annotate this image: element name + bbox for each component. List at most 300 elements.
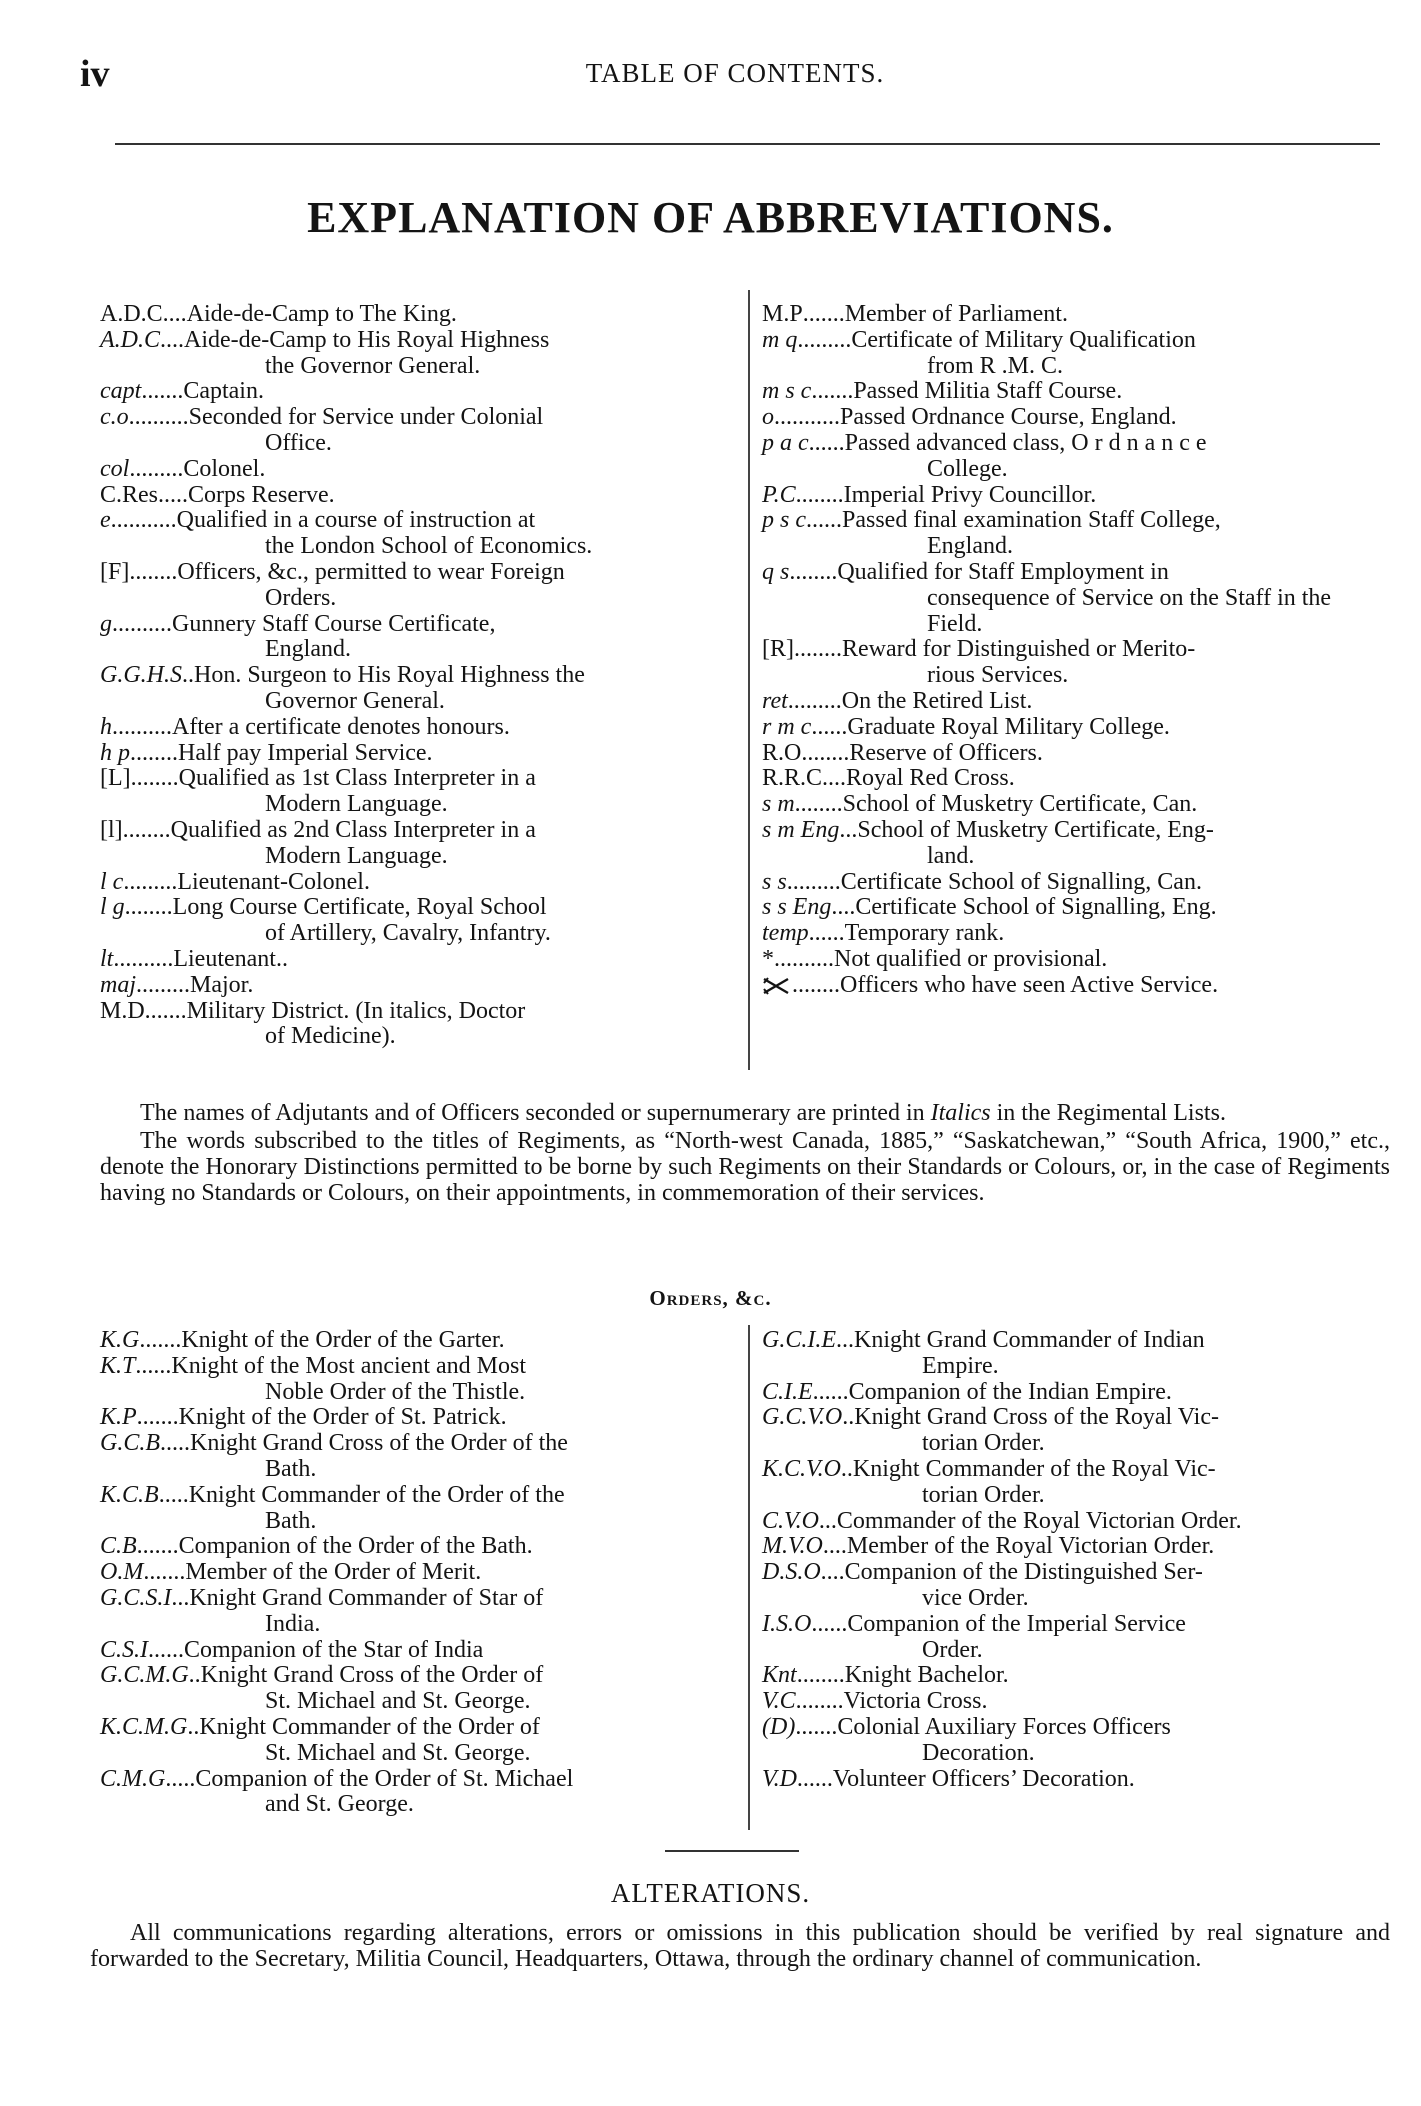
abbreviation-entry [100,1767,732,1819]
leader-dots: .......... [774,946,834,972]
abbreviation-term: col [100,455,130,482]
definition-continuation: land. [927,842,975,869]
definition-continuation: Bath. [265,1507,317,1534]
abbreviation-definition: After a certificate denotes honours. [172,713,510,740]
abbreviation-entry [762,1689,1390,1715]
leader-dots: ........ [122,817,171,843]
abbreviation-entry [100,328,732,380]
abbreviation-definition: Commander of the Royal Victorian Order. [836,1507,1242,1534]
abbreviation-entry [100,1354,732,1406]
abbreviation-entry [100,895,732,947]
abbreviation-term: G.G.H.S [100,662,182,689]
abbreviation-definition: Passed Militia Staff Course. [853,378,1123,405]
abbreviation-definition: Companion of the Star of India [184,1636,484,1663]
leader-dots: ..... [160,1431,190,1457]
abbreviation-definition: Seconded for Service under Colonial [188,404,544,431]
leader-dots: ........ [130,740,178,766]
abbreviation-entry [762,1534,1390,1560]
abbreviation-definition: Passed final examination Staff College, [842,507,1221,534]
abbreviation-entry [762,302,1390,328]
column-divider [748,1325,750,1830]
leader-dots: ....... [802,302,845,327]
abbreviation-entry [762,405,1390,431]
leader-dots: ........ [794,792,843,818]
abbreviation-entry [762,792,1390,818]
note-paragraph-distinctions: The words subscribed to the titles of Regiments, as “North-west Canada, 1885,” “Saskatchewan,” “South Africa, 1900,” etc., denote the Honorary Distinctions permitted to be borne by such Regiments on their Standards or Colours, or, in the case of Regiments having no Standards or Colours, on their appointments, in commemoration of their services. [100,1128,1390,1206]
abbreviation-entry [100,947,732,973]
abbreviation-entry [762,1715,1390,1767]
abbreviation-definition: Colonial Auxiliary Forces Officers [837,1713,1171,1740]
abbreviation-definition: Hon. Surgeon to His Royal Highness the [194,662,585,689]
abbreviation-term: C.V.O [762,1507,819,1534]
abbreviation-term: C.M.G [100,1765,166,1792]
definition-continuation: College. [927,455,1008,482]
abbreviation-entry [762,947,1390,973]
abbreviation-entry [100,766,732,818]
abbreviation-definition: Knight Bachelor. [844,1662,1009,1689]
leader-dots: ........ [795,482,844,508]
abbreviation-entry [100,999,732,1051]
leader-dots: .... [160,327,184,353]
abbreviation-definition: Passed advanced class, O r d n a n c e [844,429,1207,456]
abbreviation-definition: Reward for Distinguished or Merito- [842,636,1196,663]
leader-dots: ........ [801,740,850,766]
definition-continuation: Modern Language. [265,791,448,818]
abbreviation-entry [100,1483,732,1535]
abbreviation-entry [100,1560,732,1586]
leader-dots: ....... [811,379,854,405]
abbreviation-definition: Long Course Certificate, Royal School [172,894,547,921]
leader-dots: ......... [797,327,852,353]
leader-dots: .... [822,1534,847,1560]
abbreviation-term: M.D [100,997,145,1024]
abbreviation-entry [100,1534,732,1560]
abbreviation-entry [762,1457,1390,1509]
abbreviation-entry [762,560,1390,637]
alterations-text: All communications regarding alterations, errors or omissions in this publication should be verified by real signature and forwarded to the Secretary, Militia Council, Headquarters, Ottawa, through the ordinary channel of communication. [90,1920,1390,1972]
abbreviation-term: [L] [100,765,131,792]
abbreviation-term: s s [762,868,787,895]
abbreviation-entry [100,1638,732,1664]
abbreviation-definition: Aide-de-Camp to His Royal Highness [184,326,550,353]
abbreviation-term: A.D.C [100,326,160,353]
abbreviation-term: K.C.V.O [762,1455,841,1482]
abbreviation-term: G.C.M.G [100,1662,189,1689]
abbreviation-term: K.P [100,1404,137,1431]
abbreviation-term: * [762,945,774,972]
abbreviation-entry [100,870,732,896]
definition-continuation: the London School of Economics. [265,533,593,560]
abbreviation-entry [100,1431,732,1483]
abbreviation-entry [762,715,1390,741]
leader-dots: ........ [129,559,178,585]
abbreviation-term: [F] [100,558,130,585]
definition-continuation: Order. [922,1636,983,1663]
leader-dots: ..... [158,1482,189,1508]
leader-dots: ....... [144,998,187,1024]
abbreviation-term: Knt [762,1662,797,1689]
abbreviation-definition: Companion of the Order of the Bath. [178,1533,533,1560]
abbreviation-entry [100,741,732,767]
leader-dots: ....... [795,1714,838,1740]
leader-dots: .......... [112,611,172,637]
abbreviation-definition: Member of the Order of Merit. [185,1559,482,1586]
leader-dots: ........ [792,972,840,998]
leader-dots: .. [182,663,194,689]
abbreviation-term: s m [762,791,795,818]
abbreviation-term: l g [100,894,125,921]
leader-dots: .. [842,1405,855,1431]
note-paragraph-italics: The names of Adjutants and of Officers seconded or supernumerary are printed in Italics in the Regimental Lists. [140,1100,1226,1126]
abbreviation-entry [762,870,1390,896]
abbreviation-entry [762,973,1390,999]
abbreviation-entry [762,1560,1390,1612]
abbreviation-entry [762,637,1390,689]
abbreviation-definition: School of Musketry Certificate, Can. [842,791,1198,818]
header-rule [115,143,1380,145]
abbreviation-definition: Knight Grand Cross of the Royal Vic- [854,1404,1219,1431]
abbreviation-term: C.S.I [100,1636,148,1663]
abbreviation-entry [762,1405,1390,1457]
abbreviation-entry [762,379,1390,405]
abbreviation-definition: Captain. [183,378,264,405]
leader-dots: ...... [806,508,842,534]
leader-dots: ..... [165,1766,196,1792]
abbreviation-term: s s Eng [762,894,832,921]
abbreviation-definition: Member of Parliament. [844,301,1068,327]
leader-dots: ... [171,1585,190,1611]
abbreviation-definition: Knight of the Order of the Garter. [181,1327,505,1353]
abbreviation-definition: Companion of the Distinguished Ser- [844,1559,1203,1586]
abbreviation-term: M.V.O [762,1533,823,1560]
abbreviation-definition: Knight Grand Commander of Star of [189,1584,544,1611]
abbreviation-term: K.T [100,1352,136,1379]
abbreviation-definition: Volunteer Officers’ Decoration. [832,1765,1135,1792]
abbreviation-entry [762,818,1390,870]
abbreviation-term: O.M [100,1559,144,1586]
section-rule [665,1850,799,1852]
definition-continuation: torian Order. [922,1481,1045,1508]
abbreviation-entry [100,379,732,405]
leader-dots: ........ [130,766,179,792]
abbreviation-term: l c [100,868,124,895]
leader-dots: ..... [158,482,189,508]
abbreviation-term: G.C.I.E [762,1327,836,1353]
abbreviation-entry [762,483,1390,509]
abbreviation-definition: Aide-de-Camp to The King. [186,301,457,327]
abbreviation-term: [R] [762,636,794,663]
abbreviation-term: K.G [100,1327,140,1353]
leader-dots: ...... [796,1766,833,1792]
orders-right-column [762,1328,1390,1792]
abbreviation-entry [762,1509,1390,1535]
abbreviation-definition: Qualified as 2nd Class Interpreter in a [170,816,536,843]
abbreviation-entry [100,612,732,664]
abbreviation-term: G.C.B [100,1430,160,1457]
definition-continuation: vice Order. [922,1584,1029,1611]
page-title: EXPLANATION OF ABBREVIATIONS. [307,193,1114,242]
abbreviation-definition: Knight of the Most ancient and Most [171,1352,526,1379]
abbreviation-term: p a c [762,429,809,456]
abbreviation-entry [100,457,732,483]
definition-continuation: Office. [265,429,332,456]
abbreviation-entry [100,1405,732,1431]
abbreviation-definition: Qualified as 1st Class Interpreter in a [178,765,536,792]
abbreviation-entry [762,921,1390,947]
definition-continuation: England. [927,533,1013,560]
definition-continuation: Noble Order of the Thistle. [265,1378,526,1405]
abbreviation-definition: Certificate of Military Qualification [851,326,1196,353]
leader-dots: ...... [812,1379,849,1405]
abbreviation-term: h [100,713,112,740]
abbreviation-entry [762,508,1390,560]
abbreviation-entry [762,1663,1390,1689]
leader-dots: ...... [811,1611,848,1637]
abbreviation-definition: School of Musketry Certificate, Eng- [857,816,1214,843]
abbreviation-term: lt [100,945,114,972]
abbreviation-term: o [762,404,774,431]
abbreviation-term: g [100,610,112,637]
abbreviation-definition: Half pay Imperial Service. [178,739,433,766]
definition-continuation: the Governor General. [265,352,481,379]
leader-dots: ...... [148,1637,184,1663]
leader-dots: ........ [789,559,838,585]
abbreviation-term: G.C.V.O [762,1404,843,1431]
abbreviation-term: K.C.M.G [100,1713,188,1740]
abbreviation-entry [762,328,1390,380]
abbreviation-entry [762,1328,1390,1380]
definition-continuation: rious Services. [927,662,1069,689]
definition-continuation: Modern Language. [265,842,448,869]
abbreviation-term: temp [762,920,809,947]
definition-continuation: Bath. [265,1455,317,1482]
leader-dots: ........ [795,1689,844,1715]
abbreviation-term: R.R.C [762,765,823,792]
abbreviation-term: A.D.C [100,301,163,327]
abbreviation-definition: Knight Commander of the Royal Vic- [852,1455,1216,1482]
leader-dots: .......... [113,946,174,972]
leader-dots: ......... [123,869,178,895]
leader-dots: ... [839,817,858,843]
leader-dots: .... [162,302,187,327]
leader-dots: .... [820,1560,845,1586]
abbreviation-entry [762,1612,1390,1664]
leader-dots: .......... [112,714,172,740]
leader-dots: .. [840,1456,853,1482]
abbreviation-term: I.S.O [762,1610,812,1637]
definition-continuation: St. Michael and St. George. [265,1688,531,1715]
abbreviation-entry [762,689,1390,715]
abbreviation-term: (D) [762,1713,796,1740]
abbreviation-term: M.P [762,301,803,327]
abbreviation-term: C.Res [100,481,159,508]
abbreviation-definition: Knight Commander of the Order of [199,1713,540,1740]
abbreviation-term: m q [762,326,798,353]
leader-dots: ...... [808,921,845,947]
abbreviation-term: m s c [762,378,812,405]
abbreviation-entry [100,1663,732,1715]
abbreviation-term: P.C [762,481,796,508]
abbreviation-entry [100,973,732,999]
abbreviation-entry [100,1328,732,1354]
abbreviation-term: D.S.O [762,1559,821,1586]
abbreviation-term: ret [762,687,788,714]
abbreviation-term: e [100,507,111,534]
abbreviation-entry [100,508,732,560]
abbreviation-entry [762,741,1390,767]
abbreviation-definition: Knight of the Order of St. Patrick. [178,1404,507,1431]
abbreviation-definition: Companion of the Indian Empire. [848,1378,1172,1405]
abbreviation-term: G.C.S.I [100,1584,172,1611]
definition-continuation: of Artillery, Cavalry, Infantry. [265,920,551,947]
abbreviation-entry [762,766,1390,792]
definition-continuation: consequence of Service on the Staff in the Field. [927,584,1332,637]
definition-continuation: St. Michael and St. George. [265,1739,531,1766]
leader-dots: ........ [124,895,173,921]
abbreviation-term: capt [100,378,142,405]
abbreviation-entry [100,483,732,509]
abbreviation-definition: Reserve of Officers. [849,739,1043,766]
abbreviation-definition: Passed Ordnance Course, England. [840,404,1177,431]
abbreviation-entry [100,715,732,741]
abbreviation-definition: Lieutenant-Colonel. [177,868,370,895]
abbreviation-definition: Qualified in a course of instruction at [176,507,536,534]
definition-continuation: torian Order. [922,1430,1045,1457]
abbreviation-definition: Knight Commander of the Order of the [188,1481,565,1508]
leader-dots: ........ [794,637,842,663]
leader-dots: ....... [141,379,184,405]
abbreviation-term: [l] [100,816,123,843]
abbreviation-entry [100,818,732,870]
abbreviation-definition: Lieutenant.. [173,945,288,972]
leader-dots: .. [188,1663,201,1689]
abbreviation-definition: Temporary rank. [844,920,1005,947]
leader-dots: ........ [796,1663,845,1689]
abbreviation-definition: Military District. (In italics, Doctor [186,997,526,1024]
abbreviation-term: r m c [762,713,812,740]
abbreviation-entry [100,405,732,457]
abbreviation-definition: Not qualified or provisional. [834,945,1108,972]
leader-dots: ....... [136,1534,179,1560]
definition-continuation: Empire. [922,1352,999,1379]
abbreviation-term: p s c [762,507,806,534]
definition-continuation: of Medicine). [265,1023,396,1050]
abbreviation-term: q s [762,558,790,585]
leader-dots: ....... [136,1405,179,1431]
leader-dots: ...... [811,714,848,740]
abbreviation-entry [762,1380,1390,1406]
abbreviation-definition: Major. [190,971,254,998]
abbreviation-term: s m Eng [762,816,840,843]
leader-dots: ......... [787,688,842,714]
leader-dots: ........... [774,405,840,431]
abbreviation-entry [100,302,732,328]
abbreviation-term: maj [100,971,136,998]
leader-dots: ... [836,1328,854,1353]
abbreviation-term: c.o [100,404,129,431]
leader-dots: ......... [786,869,841,895]
abbreviation-definition: Member of the Royal Victorian Order. [846,1533,1215,1560]
definition-continuation: Governor General. [265,687,445,714]
abbreviation-term: K.C.B [100,1481,159,1508]
leader-dots: ...... [808,430,845,456]
leader-dots: ... [818,1508,837,1534]
abbreviation-definition: Royal Red Cross. [846,765,1015,792]
definition-continuation: Decoration. [922,1739,1035,1766]
definition-continuation: England. [265,636,351,663]
abbreviation-term: V.C [762,1688,796,1715]
abbreviation-entry [100,663,732,715]
definition-continuation: Orders. [265,584,337,611]
abbreviation-definition: Knight Grand Cross of the Order of the [190,1430,568,1457]
abbreviation-term: V.D [762,1765,797,1792]
definition-continuation: India. [265,1610,321,1637]
abbreviation-entry [100,1715,732,1767]
abbreviation-term: R.O [762,739,802,766]
page-number: iv [80,53,110,95]
abbreviation-definition: Victoria Cross. [843,1688,988,1715]
abbreviation-definition: Certificate School of Signalling, Can. [840,868,1202,895]
leader-dots: ......... [129,456,184,482]
abbreviation-term: h p [100,739,130,766]
abbreviation-definition: Certificate School of Signalling, Eng. [855,894,1217,921]
leader-dots: .... [822,766,847,792]
alterations-heading: ALTERATIONS. [610,1878,811,1908]
leader-dots: .. [187,1714,200,1740]
abbreviation-term [762,973,792,999]
abbreviation-definition: Officers, &c., permitted to wear Foreign [177,558,565,585]
abbreviation-entry [100,560,732,612]
abbreviations-right-column [762,302,1390,999]
abbreviations-left-column [100,302,732,1050]
leader-dots: .... [831,895,856,921]
leader-dots: ....... [139,1328,182,1353]
abbreviation-definition: On the Retired List. [841,687,1033,714]
running-head: TABLE OF CONTENTS. [585,58,885,88]
leader-dots: ...... [135,1353,172,1379]
crossed-swords-icon [762,972,792,998]
abbreviation-definition: Imperial Privy Councillor. [843,481,1097,508]
orders-left-column [100,1328,732,1818]
leader-dots: ........... [110,508,177,534]
abbreviation-definition: Graduate Royal Military College. [847,713,1170,740]
abbreviation-definition: Knight Grand Commander of Indian [854,1327,1205,1353]
abbreviation-definition: Gunnery Staff Course Certificate, [172,610,496,637]
abbreviation-definition: Qualified for Staff Employment in [837,558,1169,585]
leader-dots: .......... [128,405,189,431]
page-header [70,52,1400,102]
abbreviation-definition: Officers who have seen Active Service. [840,971,1219,998]
abbreviation-entry [100,1586,732,1638]
definition-continuation: and St. George. [265,1791,414,1818]
notes-section [100,1100,1390,1208]
abbreviation-definition: Corps Reserve. [188,481,335,508]
abbreviation-definition: Companion of the Imperial Service [847,1610,1186,1637]
abbreviation-entry [762,1767,1390,1793]
definition-continuation: from R .M. C. [927,352,1064,379]
leader-dots: ......... [136,972,190,998]
abbreviation-term: C.B [100,1533,137,1560]
abbreviation-term: C.I.E [762,1378,813,1405]
abbreviation-definition: Knight Grand Cross of the Order of [200,1662,544,1689]
column-divider [748,290,750,1070]
abbreviation-entry [762,431,1390,483]
abbreviation-definition: Colonel. [183,455,266,482]
orders-heading: Orders, &c. [649,1286,772,1310]
abbreviation-definition: Companion of the Order of St. Michael [195,1765,574,1792]
abbreviation-entry [762,895,1390,921]
leader-dots: ....... [143,1560,186,1586]
